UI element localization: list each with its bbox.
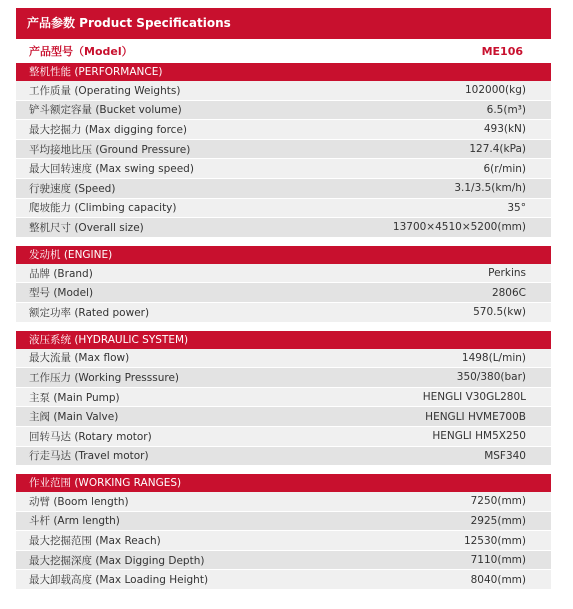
- model-value: ME106: [481, 44, 523, 58]
- spec-value: 493(kN): [483, 123, 526, 136]
- spec-value: 12530(mm): [463, 534, 526, 547]
- spec-value: 7110(mm): [470, 554, 526, 567]
- spec-label: 主阀 (Main Valve): [29, 411, 119, 424]
- section-gap: [16, 466, 551, 474]
- spec-row: [16, 140, 551, 160]
- model-label: 产品型号（Model）: [29, 45, 133, 58]
- spec-value: 35°: [507, 201, 526, 214]
- spec-row: [16, 512, 551, 532]
- section-heading: 发动机 (ENGINE): [16, 246, 551, 264]
- spec-sections: [16, 63, 551, 590]
- spec-label: 斗杆 (Arm length): [29, 515, 120, 528]
- spec-label: 回转马达 (Rotary motor): [29, 430, 152, 443]
- spec-label: 工作压力 (Working Presssure): [29, 371, 179, 384]
- spec-label: 额定功率 (Rated power): [29, 306, 150, 319]
- spec-label: 整机尺寸 (Overall size): [29, 221, 144, 234]
- spec-value: MSF340: [484, 449, 526, 462]
- spec-value: 1498(L/min): [461, 351, 526, 364]
- spec-value: 2925(mm): [470, 514, 526, 527]
- section-heading: 液压系统 (HYDRAULIC SYSTEM): [16, 331, 551, 349]
- spec-title: 产品参数 Product Specifications: [16, 8, 551, 39]
- spec-label: 最大卸载高度 (Max Loading Height): [29, 574, 209, 587]
- spec-row: [16, 303, 551, 323]
- section-heading: 作业范围 (WORKING RANGES): [16, 474, 551, 492]
- spec-label: 最大挖掘范围 (Max Reach): [29, 535, 161, 548]
- spec-row: [16, 120, 551, 140]
- spec-label: 最大流量 (Max flow): [29, 352, 130, 365]
- spec-label: 动臂 (Boom length): [29, 495, 129, 508]
- spec-value: 350/380(bar): [456, 371, 526, 384]
- spec-value: 7250(mm): [470, 495, 526, 508]
- spec-label: 最大挖掘深度 (Max Digging Depth): [29, 554, 205, 567]
- spec-value: 570.5(kw): [473, 306, 526, 319]
- spec-label: 最大挖掘力 (Max digging force): [29, 123, 188, 136]
- spec-row: [16, 368, 551, 388]
- spec-label: 主泵 (Main Pump): [29, 391, 120, 404]
- section-rows: [16, 349, 551, 467]
- spec-value: 3.1/3.5(km/h): [454, 182, 526, 195]
- spec-value: 6(r/min): [483, 162, 526, 175]
- spec-row: [16, 407, 551, 427]
- spec-value: 2806C: [491, 286, 526, 299]
- spec-label: 工作质量 (Operating Weights): [29, 84, 181, 97]
- spec-row: [16, 349, 551, 369]
- spec-row: [16, 388, 551, 408]
- spec-row: [16, 551, 551, 571]
- spec-value: HENGLI HM5X250: [432, 430, 526, 443]
- spec-row: [16, 492, 551, 512]
- spec-label: 品牌 (Brand): [29, 267, 93, 280]
- spec-label: 行驶速度 (Speed): [29, 182, 116, 195]
- spec-value: 102000(kg): [464, 84, 526, 97]
- model-row: [16, 41, 551, 61]
- spec-value: 127.4(kPa): [469, 143, 526, 156]
- spec-value: 13700×4510×5200(mm): [392, 221, 526, 234]
- section-rows: [16, 81, 551, 238]
- spec-label: 铲斗额定容量 (Bucket volume): [29, 104, 182, 117]
- spec-row: [16, 218, 551, 238]
- spec-row: [16, 81, 551, 101]
- spec-row: [16, 264, 551, 284]
- spec-value: HENGLI HVME700B: [425, 410, 526, 423]
- section-gap: [16, 323, 551, 331]
- spec-row: [16, 199, 551, 219]
- spec-row: [16, 179, 551, 199]
- spec-row: [16, 570, 551, 590]
- spec-row: [16, 283, 551, 303]
- spec-label: 型号 (Model): [29, 287, 94, 300]
- spec-row: [16, 101, 551, 121]
- section-rows: [16, 264, 551, 323]
- section-gap: [16, 238, 551, 246]
- spec-row: [16, 531, 551, 551]
- section-rows: [16, 492, 551, 590]
- spec-value: HENGLI V30GL280L: [422, 391, 526, 404]
- spec-label: 行走马达 (Travel motor): [29, 450, 149, 463]
- spec-row: [16, 427, 551, 447]
- spec-value: Perkins: [488, 267, 526, 280]
- spec-sheet: [16, 8, 551, 590]
- spec-row: [16, 159, 551, 179]
- spec-label: 爬坡能力 (Climbing capacity): [29, 202, 177, 215]
- spec-value: 6.5(m³): [486, 103, 526, 116]
- spec-value: 8040(mm): [470, 573, 526, 586]
- spec-label: 平均接地比压 (Ground Pressure): [29, 143, 191, 156]
- spec-row: [16, 447, 551, 467]
- section-heading: 整机性能 (PERFORMANCE): [16, 63, 551, 81]
- spec-label: 最大回转速度 (Max swing speed): [29, 163, 194, 176]
